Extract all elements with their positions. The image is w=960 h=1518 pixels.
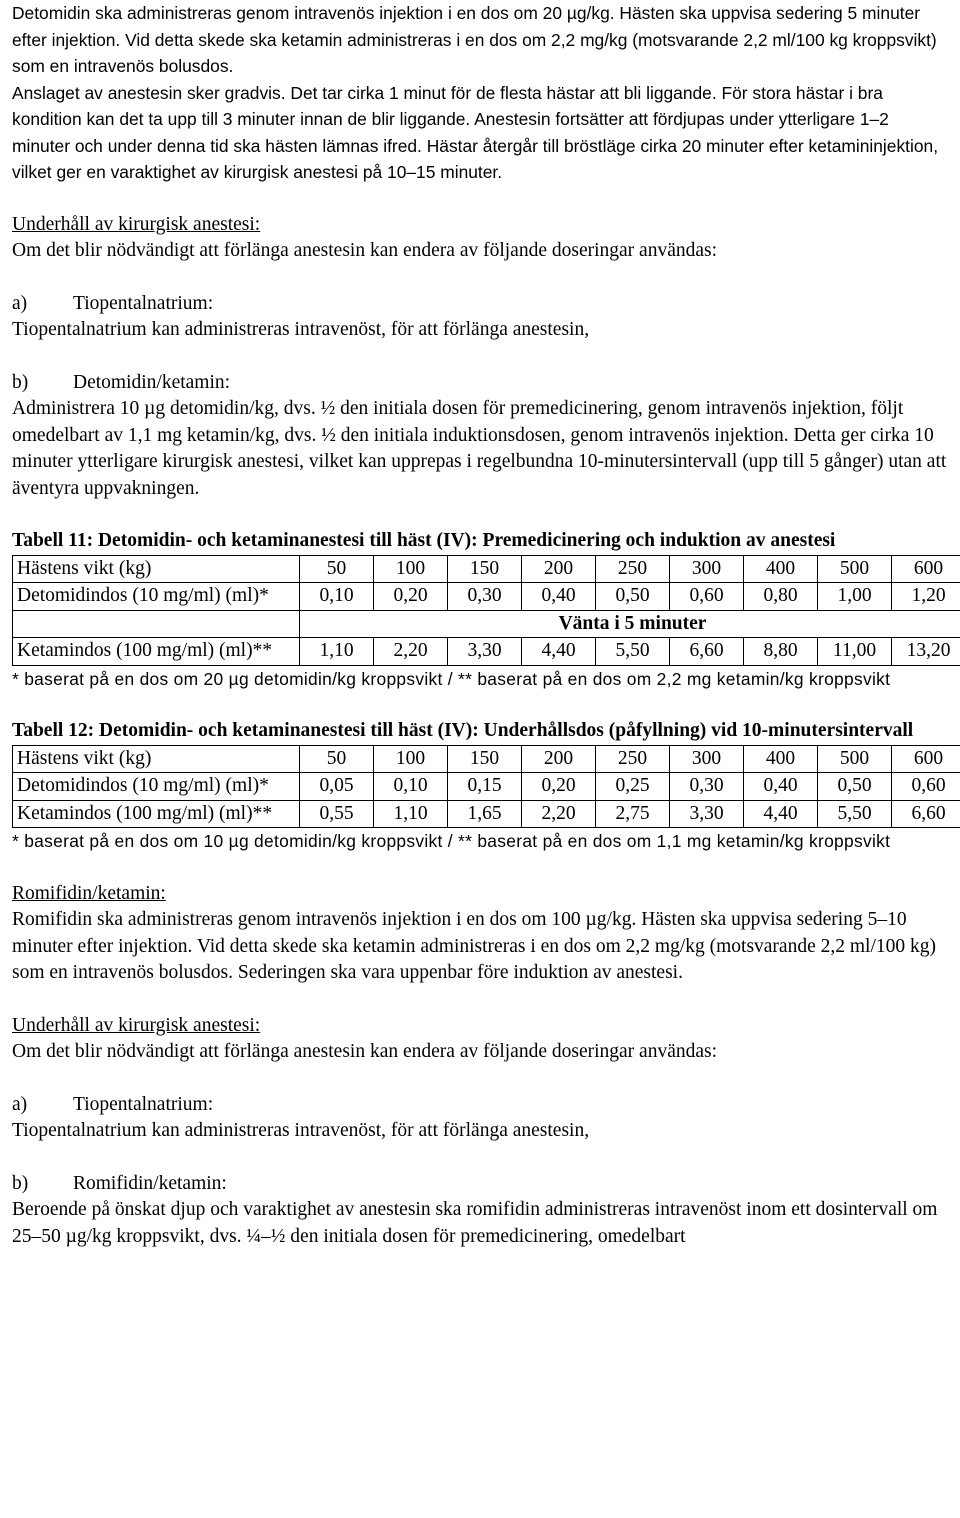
table-cell: 13,20 — [892, 638, 960, 666]
table-12 — [12, 745, 960, 829]
table-cell: 1,65 — [448, 800, 522, 828]
table-header-cell: 500 — [818, 555, 892, 583]
romifidin-text: Romifidin ska administreras genom intravenös injektion i en dos om 100 µg/kg. Hästen ska uppvisa sedering 5–10 minuter efter injektion. Vid detta skede ska ketamin administreras i en dos om 2,2 mg/kg (motsvarande 2,2 ml/100 kg) som en intravenös bolusdos. Sederingen ska vara uppenbar före induktion av anestesi. — [12, 909, 936, 983]
table-11-section — [12, 528, 950, 692]
table-row — [13, 800, 960, 828]
maintenance-heading: Underhåll av kirurgisk anestesi: — [12, 213, 261, 235]
table-cell: 6,60 — [670, 638, 744, 666]
table-header-cell: 50 — [300, 555, 374, 583]
intro-paragraph-1: Detomidin ska administreras genom intravenös injektion i en dos om 20 µg/kg. Hästen ska uppvisa sedering 5 minuter efter injektion. Vid detta skede ska ketamin administreras i en dos om 2,2 mg/kg (motsvarande 2,2 ml/100 kg kroppsvikt) som en intravenös bolusdos. — [12, 3, 937, 76]
table-11 — [12, 555, 960, 666]
table-cell: 0,60 — [892, 773, 960, 801]
table-header-cell: 600 — [892, 555, 960, 583]
table-cell: 0,50 — [596, 583, 670, 611]
table-header-cell: 300 — [670, 555, 744, 583]
table-row — [13, 638, 960, 666]
table-12-footnote: * baserat på en dos om 10 µg detomidin/kg kroppsvikt / ** baserat på en dos om 1,1 mg ketamin/kg kroppsvikt — [12, 831, 891, 851]
option-a-title — [12, 1092, 950, 1119]
table-cell: 0,10 — [300, 583, 374, 611]
option-a-name: Tiopentalnatrium: — [73, 292, 214, 314]
maintenance-text: Om det blir nödvändigt att förlänga anestesin kan endera av följande doseringar användas: — [12, 240, 718, 261]
table-header-cell: 200 — [522, 555, 596, 583]
table-cell: 0,40 — [744, 773, 818, 801]
option-b-text: Beroende på önskat djup och varaktighet av anestesin ska romifidin administreras intravenöst inom ett dosintervall om 25–50 µg/kg kroppsvikt, dvs. ¼–½ den initiala dosen för premedicinering, omedelbart — [12, 1199, 938, 1247]
table-header-cell: 400 — [744, 745, 818, 773]
table-cell: 5,50 — [818, 800, 892, 828]
table-cell: 0,10 — [374, 773, 448, 801]
table-cell: 0,25 — [596, 773, 670, 801]
table-cell: 2,20 — [522, 800, 596, 828]
maintenance-text: Om det blir nödvändigt att förlänga anestesin kan endera av följande doseringar användas: — [12, 1041, 718, 1062]
table-cell: 0,60 — [670, 583, 744, 611]
table-cell: 4,40 — [744, 800, 818, 828]
table-cell: 0,30 — [670, 773, 744, 801]
table-cell: 0,55 — [300, 800, 374, 828]
table-cell: 0,20 — [522, 773, 596, 801]
table-header-cell: 250 — [596, 555, 670, 583]
table-cell: 3,30 — [448, 638, 522, 666]
table-header-cell: 100 — [374, 555, 448, 583]
table-cell: 2,75 — [596, 800, 670, 828]
table-cell: 0,50 — [818, 773, 892, 801]
table-cell: Detomidindos (10 mg/ml) (ml)* — [13, 773, 300, 801]
table-row — [13, 773, 960, 801]
romifidin-section — [12, 881, 950, 987]
option-a-text: Tiopentalnatrium kan administreras intravenöst, för att förlänga anestesin, — [12, 319, 590, 340]
table-header-cell: 150 — [448, 555, 522, 583]
table-cell: Detomidindos (10 mg/ml) (ml)* — [13, 583, 300, 611]
table-cell: 0,15 — [448, 773, 522, 801]
table-cell: 1,20 — [892, 583, 960, 611]
table-cell: Ketamindos (100 mg/ml) (ml)** — [13, 638, 300, 666]
table-11-footnote: * baserat på en dos om 20 µg detomidin/kg kroppsvikt / ** baserat på en dos om 2,2 mg ketamin/kg kroppsvikt — [12, 668, 891, 689]
table-row — [13, 610, 960, 638]
option-a-name: Tiopentalnatrium: — [73, 1093, 214, 1115]
table-cell: 0,40 — [522, 583, 596, 611]
table-header-cell: 150 — [448, 745, 522, 773]
table-cell: 0,20 — [374, 583, 448, 611]
table-header-cell: 600 — [892, 745, 960, 773]
table-cell: 2,20 — [374, 638, 448, 666]
table-header-cell: Hästens vikt (kg) — [13, 745, 300, 773]
table-cell: 0,80 — [744, 583, 818, 611]
table-cell: 3,30 — [670, 800, 744, 828]
table-row — [13, 745, 960, 773]
option-a-title — [12, 291, 950, 318]
option-b-name: Detomidin/ketamin: — [73, 371, 231, 393]
table-header-cell: 250 — [596, 745, 670, 773]
wait-instruction: Vänta i 5 minuter — [300, 610, 960, 638]
maintenance-section-1 — [12, 212, 950, 503]
table-12-title: Tabell 12: Detomidin- och ketaminanestesi till häst (IV): Underhållsdos (påfyllning) vid 10-minutersintervall — [12, 720, 914, 741]
option-b-label: b) — [12, 371, 29, 393]
table-cell — [13, 610, 300, 638]
option-a-label: a) — [12, 292, 28, 314]
option-b-label: b) — [12, 1172, 29, 1194]
table-cell: 0,30 — [448, 583, 522, 611]
maintenance-heading: Underhåll av kirurgisk anestesi: — [12, 1014, 261, 1036]
table-cell: 1,00 — [818, 583, 892, 611]
table-12-section — [12, 718, 950, 855]
table-cell: Ketamindos (100 mg/ml) (ml)** — [13, 800, 300, 828]
table-row — [13, 555, 960, 583]
table-header-cell: 300 — [670, 745, 744, 773]
table-cell: 0,05 — [300, 773, 374, 801]
option-b-text: Administrera 10 µg detomidin/kg, dvs. ½ den initiala dosen för premedicinering, genom intravenös injektion, följt omedelbart av 1,1 mg ketamin/kg, dvs. ½ den initiala induktionsdosen, genom intravenös injektion. Detta ger cirka 10 minuter ytterligare kirurgisk anestesi, vilket kan upprepas i regelbundna 10-minutersintervall (upp till 5 gånger) utan att äventyra uppvakningen. — [12, 398, 947, 499]
table-cell: 4,40 — [522, 638, 596, 666]
option-b-title — [12, 370, 950, 397]
table-header-cell: Hästens vikt (kg) — [13, 555, 300, 583]
option-a-label: a) — [12, 1093, 28, 1115]
table-cell: 6,60 — [892, 800, 960, 828]
table-cell: 11,00 — [818, 638, 892, 666]
table-cell: 1,10 — [300, 638, 374, 666]
table-11-title: Tabell 11: Detomidin- och ketaminanestesi till häst (IV): Premedicinering och induktion av anestesi — [12, 530, 836, 551]
table-header-cell: 400 — [744, 555, 818, 583]
table-header-cell: 200 — [522, 745, 596, 773]
romifidin-heading: Romifidin/ketamin: — [12, 882, 166, 904]
option-b-name: Romifidin/ketamin: — [73, 1172, 227, 1194]
option-a-text: Tiopentalnatrium kan administreras intravenöst, för att förlänga anestesin, — [12, 1120, 590, 1141]
table-header-cell: 100 — [374, 745, 448, 773]
table-cell: 5,50 — [596, 638, 670, 666]
maintenance-section-2 — [12, 1013, 950, 1251]
table-header-cell: 50 — [300, 745, 374, 773]
table-row — [13, 583, 960, 611]
table-cell: 8,80 — [744, 638, 818, 666]
option-b-title — [12, 1171, 950, 1198]
table-cell: 1,10 — [374, 800, 448, 828]
table-header-cell: 500 — [818, 745, 892, 773]
intro-paragraph-2: Anslaget av anestesin sker gradvis. Det tar cirka 1 minut för de flesta hästar att bli liggande. För stora hästar i bra kondition kan det ta upp till 3 minuter innan de blir liggande. Anestesin fortsätter att fördjupas under ytterligare 1–2 minuter och under denna tid ska hästen lämnas ifred. Hästar återgår till bröstläge cirka 20 minuter efter ketamininjektion, vilket ger en varaktighet av kirurgisk anestesi på 10–15 minuter. — [12, 82, 939, 182]
